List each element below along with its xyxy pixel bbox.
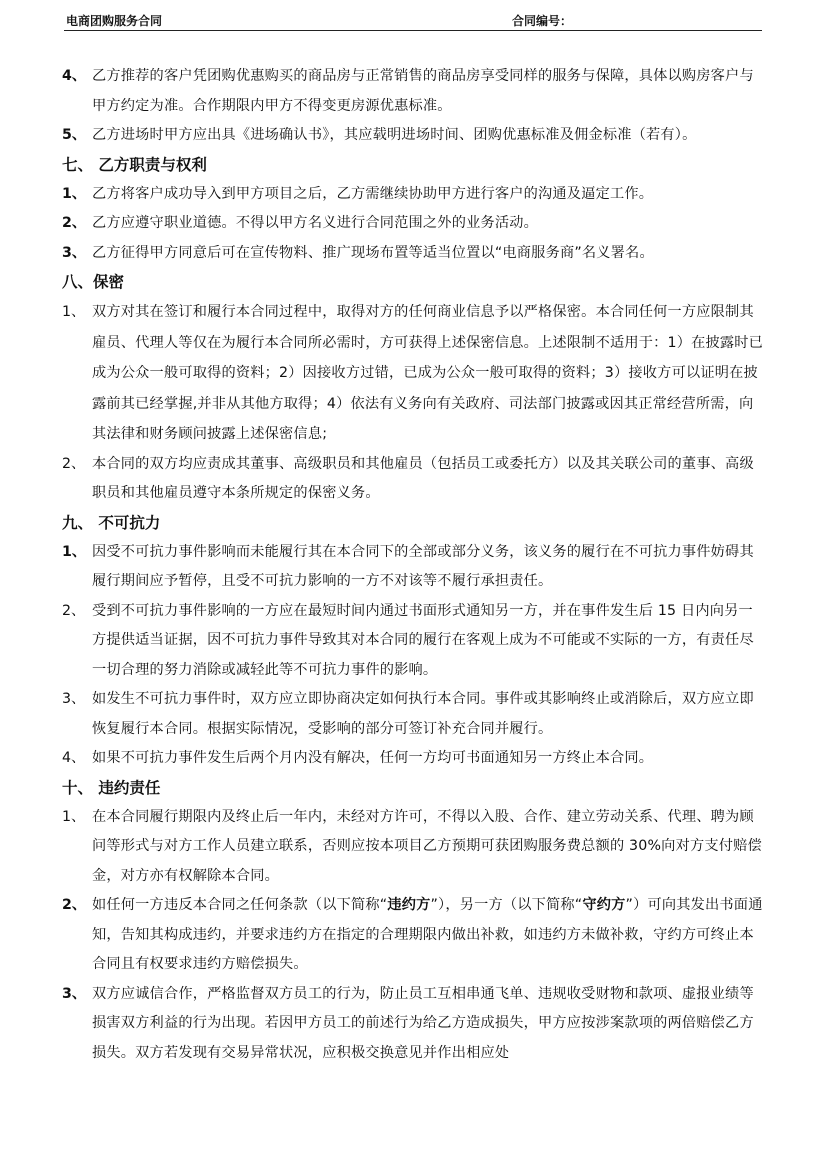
clause-text: 双方应诚信合作，严格监督双方员工的行为，防止员工互相串通飞单、违规收受财物和款项、虚报业绩等损害双方利益的行为出现。若因甲方员工的前述行为给乙方造成损失，甲方应按涉案款项的两倍赔偿乙方损失。双方若发现有交易异常状况，应积极交换意见并作出相应处 xyxy=(92,985,754,1061)
clause-text: 在本合同履行期限内及终止后一年内，未经对方许可，不得以入股、合作、建立劳动关系、代理、聘为顾问等形式与对方工作人员建立联系，否则应按本项目乙方预期可获团购服务费总额的 30%向对方支付赔偿金，对方亦有权解除本合同。 xyxy=(92,808,762,884)
clause-number: 2、 xyxy=(62,602,86,619)
clause-text-part: 如任何一方违反本合同之任何条款（以下简称“ xyxy=(92,897,388,913)
clause-number: 3、 xyxy=(62,691,86,707)
clause-text: 乙方进场时甲方应出具《进场确认书》，其应载明进场时间、团购优惠标准及佣金标准（若有）。 xyxy=(92,127,697,143)
section-8-title: 八、保密 xyxy=(62,273,125,291)
section-9-title: 九、 不可抗力 xyxy=(62,513,161,532)
clause-text: 乙方征得甲方同意后可在宣传物料、推广现场布置等适当位置以“电商服务商”名义署名。 xyxy=(92,244,654,261)
header-title: 电商团购服务合同 xyxy=(66,14,163,28)
header-contract-no-label: 合同编号： xyxy=(512,14,573,28)
clause-text xyxy=(92,891,767,980)
clause-6-4 xyxy=(62,62,767,121)
clause-number: 2、 xyxy=(62,215,87,231)
clause-text: 乙方应遵守职业道德。不得以甲方名义进行合同范围之外的业务活动。 xyxy=(92,215,539,231)
clause-number: 1、 xyxy=(62,808,86,825)
clause-number: 3、 xyxy=(62,985,87,1002)
clause-8-2 xyxy=(62,450,767,509)
clause-number: 1、 xyxy=(62,185,87,202)
defaulting-party-term: 违约方 xyxy=(387,897,431,913)
page-header xyxy=(64,10,762,31)
clause-text: 如发生不可抗力事件时，双方应立即协商决定如何执行本合同。事件或其影响终止或消除后，双方应立即恢复履行本合同。根据实际情况，受影响的部分可签订补充合同并履行。 xyxy=(92,691,754,737)
clause-9-2 xyxy=(62,597,767,686)
observant-party-term: 守约方 xyxy=(582,897,626,913)
clause-7-3 xyxy=(62,239,767,269)
clause-text: 受到不可抗力事件影响的一方应在最短时间内通过书面形式通知另一方，并在事件发生后 15 日内向另一方提供适当证据，因不可抗力事件导致其对本合同的履行在客观上成为不可能或不实际的一方，有责任尽一切合理的努力消除或减轻此等不可抗力事件的影响。 xyxy=(92,602,754,678)
clause-8-1 xyxy=(62,297,767,450)
document-body xyxy=(62,62,767,1068)
clause-6-5 xyxy=(62,121,767,151)
clause-text: 双方对其在签订和履行本合同过程中，取得对方的任何商业信息予以严格保密。本合同任何一方应限制其雇员、代理人等仅在为履行本合同所必需时，方可获得上述保密信息。上述限制不适用于：1）在披露时已成为公众一般可取得的资料；2）因接收方过错，已成为公众一般可取得的资料；3）接收方可以证明在披露前其已经掌握,并非从其他方取得；4）依法有义务向有关政府、司法部门披露或因其正常经营所需，向其法律和财务顾问披露上述保密信息; xyxy=(92,304,764,442)
clause-number: 2、 xyxy=(62,897,87,913)
clause-7-2 xyxy=(62,209,767,239)
clause-number: 2、 xyxy=(62,455,86,472)
section-7-title: 七、 乙方职责与权利 xyxy=(62,155,207,174)
clause-number: 5、 xyxy=(62,127,87,143)
clause-9-4 xyxy=(62,744,767,774)
clause-number: 1、 xyxy=(62,304,86,320)
clause-text-part: ”）可向其发出书面通知，告知其构成违约，并要求违约方在指定的合理期限内做出补救，如违约方未做补救，守约方可终止本合同且有权要求违约方赔偿损失。 xyxy=(92,897,763,972)
clause-text: 因受不可抗力事件影响而未能履行其在本合同下的全部或部分义务，该义务的履行在不可抗力事件妨碍其履行期间应予暂停，且受不可抗力影响的一方不对该等不履行承担责任。 xyxy=(92,543,754,589)
clause-number: 4、 xyxy=(62,68,87,84)
clause-10-3 xyxy=(62,980,767,1069)
clause-10-1 xyxy=(62,803,767,892)
section-10-title: 十、 违约责任 xyxy=(62,778,161,797)
clause-number: 4、 xyxy=(62,750,86,766)
clause-number: 1、 xyxy=(62,543,87,560)
clause-9-1 xyxy=(62,538,767,597)
clause-9-3 xyxy=(62,685,767,744)
clause-text: 本合同的双方均应责成其董事、高级职员和其他雇员（包括员工或委托方）以及其关联公司的董事、高级职员和其他雇员遵守本条所规定的保密义务。 xyxy=(92,455,754,501)
clause-number: 3、 xyxy=(62,244,87,261)
clause-text: 乙方推荐的客户凭团购优惠购买的商品房与正常销售的商品房享受同样的服务与保障，具体以购房客户与甲方约定为准。合作期限内甲方不得变更房源优惠标准。 xyxy=(92,68,754,114)
clause-text-part: ”），另一方（以下简称“ xyxy=(430,897,583,913)
clause-text: 如果不可抗力事件发生后两个月内没有解决，任何一方均可书面通知另一方终止本合同。 xyxy=(92,750,654,766)
clause-10-2 xyxy=(62,891,767,980)
clause-text: 乙方将客户成功导入到甲方项目之后，乙方需继续协助甲方进行客户的沟通及逼定工作。 xyxy=(92,185,654,202)
clause-7-1 xyxy=(62,180,767,210)
